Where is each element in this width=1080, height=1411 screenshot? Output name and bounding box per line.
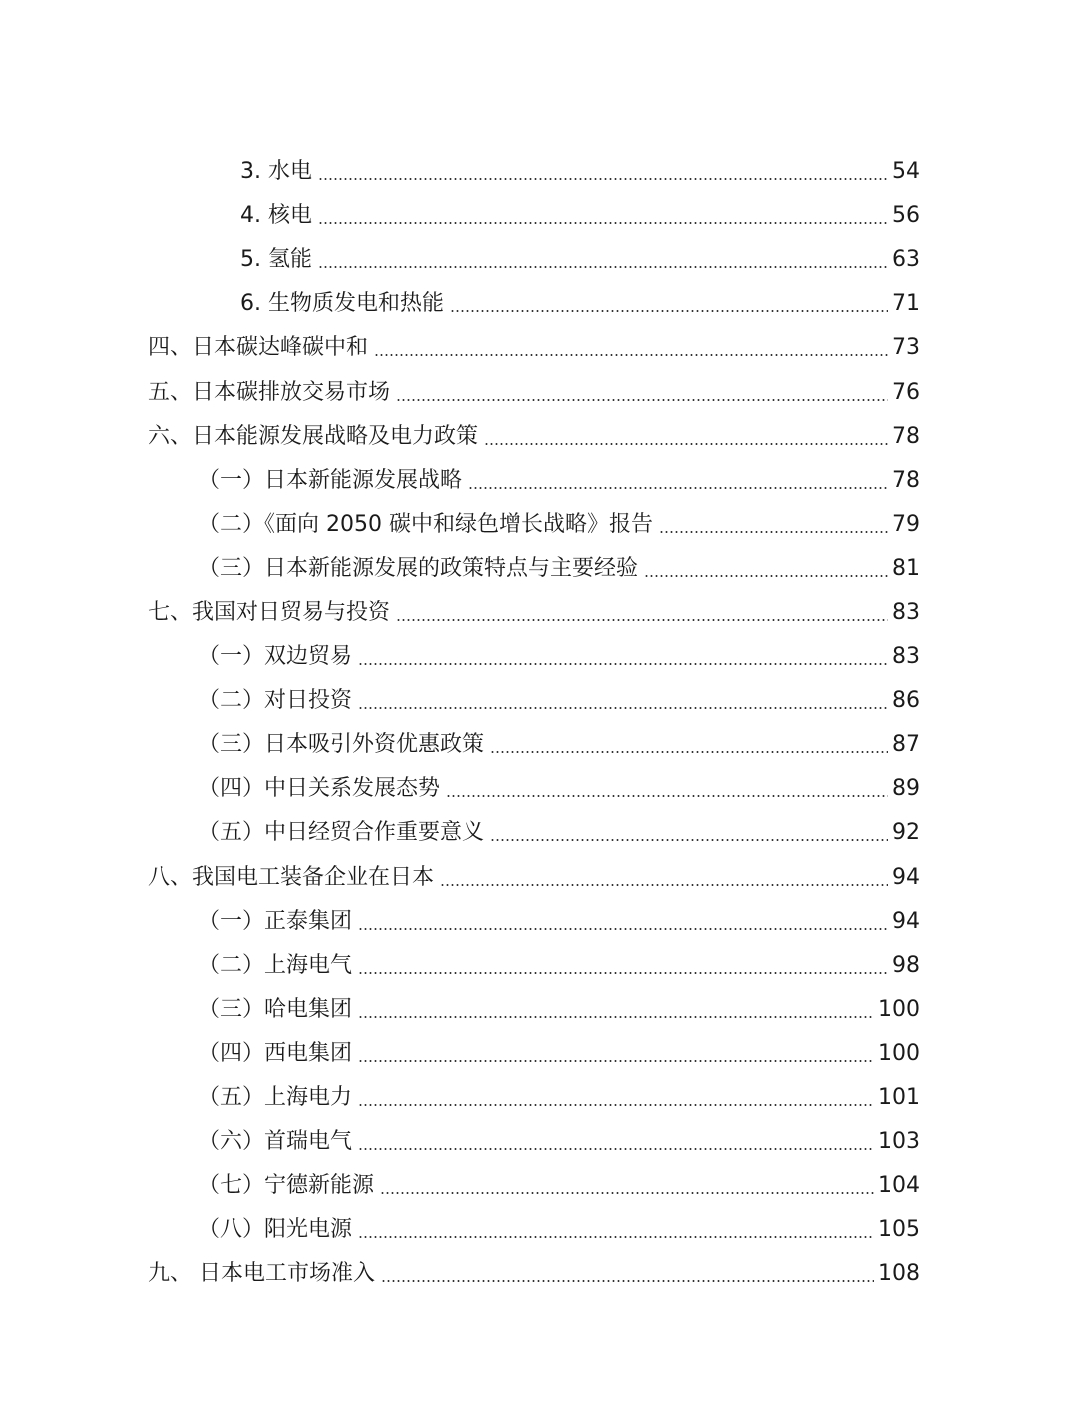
toc-entry-title: 六、日本能源发展战略及电力政策 bbox=[148, 423, 479, 449]
toc-entry[interactable] bbox=[0, 811, 1080, 855]
toc-entry-page-number: 86 bbox=[892, 688, 920, 714]
toc-entry-title: 5. 氢能 bbox=[240, 247, 312, 273]
toc-entry-page-number: 105 bbox=[878, 1217, 920, 1243]
toc-entry-page-number: 108 bbox=[878, 1261, 920, 1287]
toc-entry[interactable] bbox=[0, 326, 1080, 370]
dot-leader bbox=[380, 1192, 874, 1194]
dot-leader bbox=[358, 1236, 874, 1238]
toc-entry-page-number: 92 bbox=[892, 820, 920, 846]
dot-leader bbox=[440, 884, 888, 886]
toc-entry-page-number: 78 bbox=[892, 423, 920, 449]
toc-entry[interactable] bbox=[0, 988, 1080, 1032]
toc-entry-title: （六）首瑞电气 bbox=[198, 1129, 353, 1155]
dot-leader bbox=[396, 619, 888, 621]
toc-entry-title: 八、我国电工装备企业在日本 bbox=[148, 864, 435, 890]
toc-entry-title: （四）西电集团 bbox=[198, 1040, 353, 1066]
toc-entry[interactable] bbox=[0, 1208, 1080, 1252]
toc-entry-title: （四）中日关系发展态势 bbox=[198, 776, 441, 802]
toc-entry-page-number: 100 bbox=[878, 1040, 920, 1066]
toc-entry[interactable] bbox=[0, 503, 1080, 547]
toc-entry-title: 4. 核电 bbox=[240, 203, 312, 229]
dot-leader bbox=[659, 531, 888, 533]
dot-leader bbox=[358, 928, 888, 930]
toc-entry-title: （五）中日经贸合作重要意义 bbox=[198, 820, 485, 846]
toc-entry-title: （三）日本新能源发展的政策特点与主要经验 bbox=[198, 555, 639, 581]
toc-entry-title: （二）上海电气 bbox=[198, 952, 353, 978]
toc-entry-title: 五、日本碳排放交易市场 bbox=[148, 379, 391, 405]
toc-entry-title: （五）上海电力 bbox=[198, 1085, 353, 1111]
toc-entry-title: （八）阳光电源 bbox=[198, 1217, 353, 1243]
toc-entry[interactable] bbox=[0, 944, 1080, 988]
dot-leader bbox=[450, 310, 888, 312]
toc-entry[interactable] bbox=[0, 1032, 1080, 1076]
toc-entry-page-number: 71 bbox=[892, 291, 920, 317]
toc-entry[interactable] bbox=[0, 194, 1080, 238]
toc-entry[interactable] bbox=[0, 370, 1080, 414]
toc-entry-title: 七、我国对日贸易与投资 bbox=[148, 599, 391, 625]
toc-entry-title: （一）正泰集团 bbox=[198, 908, 353, 934]
toc-entry-title: （一）日本新能源发展战略 bbox=[198, 467, 463, 493]
toc-entry-page-number: 94 bbox=[892, 908, 920, 934]
dot-leader bbox=[358, 1016, 874, 1018]
dot-leader bbox=[381, 1280, 874, 1282]
toc-entry-page-number: 89 bbox=[892, 776, 920, 802]
table-of-contents bbox=[0, 150, 1080, 1296]
toc-entry[interactable] bbox=[0, 900, 1080, 944]
toc-entry-title: 3. 水电 bbox=[240, 159, 312, 185]
toc-entry-page-number: 87 bbox=[892, 732, 920, 758]
toc-entry-page-number: 76 bbox=[892, 379, 920, 405]
toc-entry-title: （一）双边贸易 bbox=[198, 644, 353, 670]
toc-entry[interactable] bbox=[0, 856, 1080, 900]
toc-entry-page-number: 63 bbox=[892, 247, 920, 273]
toc-entry[interactable] bbox=[0, 282, 1080, 326]
toc-entry-page-number: 83 bbox=[892, 644, 920, 670]
toc-entry-title: 6. 生物质发电和热能 bbox=[240, 291, 444, 317]
toc-entry-title: 九、 日本电工市场准入 bbox=[148, 1261, 375, 1287]
toc-entry[interactable] bbox=[0, 679, 1080, 723]
toc-entry-page-number: 94 bbox=[892, 864, 920, 890]
toc-entry-page-number: 104 bbox=[878, 1173, 920, 1199]
toc-entry-page-number: 54 bbox=[892, 159, 920, 185]
toc-entry[interactable] bbox=[0, 635, 1080, 679]
dot-leader bbox=[358, 1060, 874, 1062]
toc-entry-title: 四、日本碳达峰碳中和 bbox=[148, 335, 369, 361]
toc-entry[interactable] bbox=[0, 547, 1080, 591]
toc-entry-page-number: 103 bbox=[878, 1129, 920, 1155]
dot-leader bbox=[318, 222, 888, 224]
dot-leader bbox=[446, 795, 888, 797]
toc-entry[interactable] bbox=[0, 150, 1080, 194]
toc-entry[interactable] bbox=[0, 591, 1080, 635]
toc-entry-page-number: 73 bbox=[892, 335, 920, 361]
toc-entry[interactable] bbox=[0, 1252, 1080, 1296]
toc-entry[interactable] bbox=[0, 238, 1080, 282]
toc-entry[interactable] bbox=[0, 767, 1080, 811]
toc-entry-page-number: 101 bbox=[878, 1085, 920, 1111]
dot-leader bbox=[490, 751, 888, 753]
toc-entry[interactable] bbox=[0, 1164, 1080, 1208]
dot-leader bbox=[318, 266, 888, 268]
dot-leader bbox=[374, 354, 888, 356]
toc-entry-title: （七）宁德新能源 bbox=[198, 1173, 375, 1199]
toc-entry[interactable] bbox=[0, 723, 1080, 767]
toc-entry[interactable] bbox=[0, 459, 1080, 503]
dot-leader bbox=[358, 1148, 874, 1150]
dot-leader bbox=[644, 575, 888, 577]
dot-leader bbox=[358, 972, 888, 974]
toc-entry-page-number: 81 bbox=[892, 555, 920, 581]
toc-entry-title: （二）对日投资 bbox=[198, 688, 353, 714]
dot-leader bbox=[358, 663, 888, 665]
dot-leader bbox=[484, 443, 888, 445]
toc-entry-title: （二）《面向 2050 碳中和绿色增长战略》报告 bbox=[198, 511, 653, 537]
toc-entry[interactable] bbox=[0, 1076, 1080, 1120]
dot-leader bbox=[358, 707, 888, 709]
toc-entry-page-number: 56 bbox=[892, 203, 920, 229]
toc-entry-page-number: 79 bbox=[892, 511, 920, 537]
toc-entry-page-number: 78 bbox=[892, 467, 920, 493]
dot-leader bbox=[396, 399, 888, 401]
dot-leader bbox=[358, 1104, 874, 1106]
toc-entry-title: （三）哈电集团 bbox=[198, 996, 353, 1022]
toc-entry-page-number: 100 bbox=[878, 996, 920, 1022]
toc-entry[interactable] bbox=[0, 415, 1080, 459]
toc-entry-page-number: 83 bbox=[892, 599, 920, 625]
dot-leader bbox=[468, 487, 888, 489]
dot-leader bbox=[490, 839, 888, 841]
toc-entry-title: （三）日本吸引外资优惠政策 bbox=[198, 732, 485, 758]
toc-entry-page-number: 98 bbox=[892, 952, 920, 978]
dot-leader bbox=[318, 178, 888, 180]
toc-entry[interactable] bbox=[0, 1120, 1080, 1164]
